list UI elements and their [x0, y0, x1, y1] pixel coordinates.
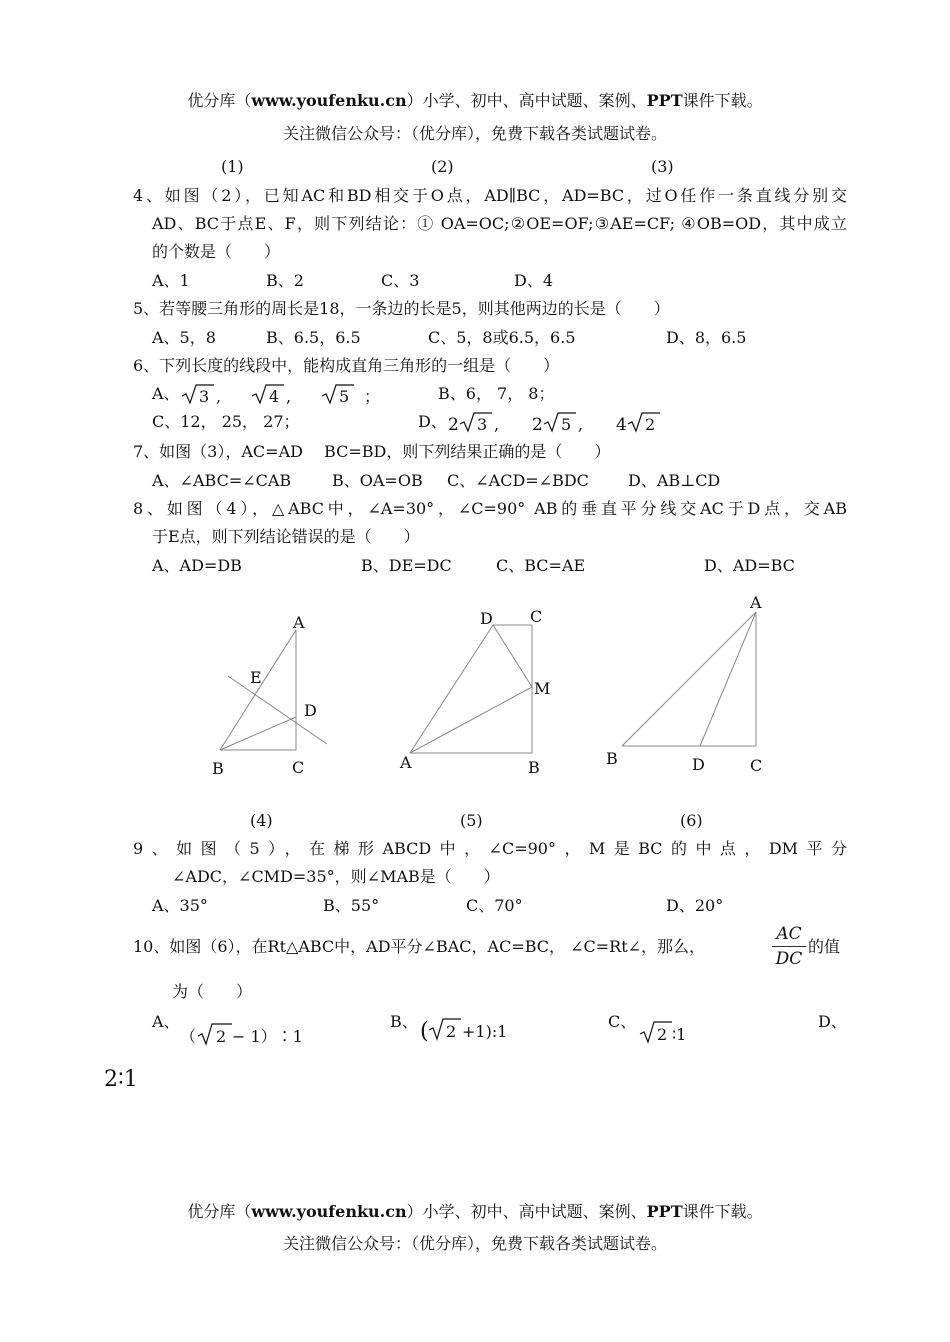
fraction-ac-over-dc: [772, 924, 806, 969]
footer-mid: ）小学、初中、高中试题、案例、: [406, 1202, 647, 1221]
q4-option-d: D、4: [514, 271, 554, 290]
q4-line-2: AD、BC于点E、F，则下列结论：① OA=OC;②OE=OF;③AE=CF; ④OB=OD，其中成立: [152, 214, 847, 233]
radicand: 3: [477, 415, 488, 434]
separator: ,: [286, 387, 292, 406]
q8-option-b: B、DE=DC: [361, 556, 452, 575]
coefficient: 2: [448, 415, 459, 435]
q9-option-a: A、35°: [152, 896, 208, 915]
footer-ppt: PPT: [646, 1202, 683, 1221]
header-suffix: 课件下载。: [682, 91, 763, 110]
q7-option-c: C、∠ACD=∠BDC: [447, 471, 589, 490]
figure-4-labels: [212, 613, 317, 778]
label-d: D: [692, 755, 705, 774]
label-c: C: [530, 607, 543, 626]
fig-caption-5: (5): [460, 811, 483, 830]
open-paren: （: [180, 1027, 197, 1046]
q8-option-d: D、AD=BC: [704, 556, 795, 575]
q4-line-1: 4、如图（2），已知AC和BD相交于O点，AD∥BC，AD=BC，过O任作一条直线分别交: [133, 186, 847, 205]
label-a: A: [400, 753, 412, 772]
open-paren: (: [420, 1019, 429, 1044]
q9-option-b: B、55°: [323, 896, 380, 915]
q7-option-a: A、∠ABC=∠CAB: [152, 471, 292, 490]
footer-site: www.youfenku.cn: [251, 1202, 407, 1221]
segment-dm: [493, 625, 532, 687]
q4-option-a: A、1: [152, 271, 190, 290]
fig-label-1: (1): [221, 157, 244, 176]
term-2sqrt3: [448, 413, 499, 435]
radicand: 2: [446, 1022, 457, 1041]
footer-prefix: 优分库（: [187, 1202, 252, 1221]
q5-option-a: A、5，8: [152, 328, 216, 347]
fig-caption-4: (4): [250, 811, 273, 830]
footer-line-1: [0, 1199, 950, 1222]
header-ppt: PPT: [646, 91, 683, 110]
header-site: www.youfenku.cn: [251, 91, 407, 110]
q9-line-1: 9、如图（5），在梯形ABCD中，∠C=90°，M是BC的中点，DM平分: [133, 839, 847, 858]
svg-text:,: ,: [578, 415, 584, 434]
radical-sqrt4: [252, 385, 284, 406]
q9-option-d: D、20°: [666, 896, 724, 915]
q8-line-2: 于E点，则下列结论错误的是（ ）: [152, 527, 420, 546]
q4-line-3: 的个数是（ ）: [152, 242, 281, 261]
segment-ad: [410, 625, 493, 753]
header-mid: ）小学、初中、高中试题、案例、: [406, 91, 647, 110]
q9-line-2: ∠ADC，∠CMD=35°，则∠MAB是（ ）: [172, 867, 500, 886]
q5-option-d: D、8，6.5: [666, 328, 747, 347]
segment-am: [410, 687, 532, 753]
footer-line-2: 关注微信公众号：（优分库），免费下载各类试题试卷。: [282, 1234, 667, 1253]
label-b: B: [606, 749, 618, 768]
figure-5-labels: [399, 607, 550, 777]
coefficient: 4: [616, 415, 627, 435]
label-e: E: [250, 668, 262, 687]
q7-option-b: B、OA=OB: [332, 471, 423, 490]
figure-4: [220, 630, 327, 750]
label-m: M: [534, 679, 551, 698]
fig-label-2: (2): [431, 157, 454, 176]
svg-text:,: ,: [494, 415, 500, 434]
figure-6: [622, 612, 756, 746]
fig-label-3: (3): [651, 157, 674, 176]
q10-option-c-label: C、: [608, 1012, 637, 1031]
radicand: 5: [339, 387, 350, 406]
q10-option-a-label: A、: [152, 1012, 180, 1031]
coefficient: 2: [532, 415, 543, 435]
q6-option-a-label: A、: [152, 384, 180, 403]
q10-option-c-math: [638, 1018, 728, 1048]
radicand: 5: [561, 415, 572, 434]
radicand: 2: [216, 1027, 227, 1046]
figure-5: [410, 625, 532, 753]
q6-option-b: B、6， 7， 8；: [438, 384, 555, 403]
q6-option-c: C、12， 25， 27；: [152, 412, 300, 431]
label-b: B: [212, 759, 224, 778]
figures-row: [0, 590, 950, 840]
segment-ab: [622, 612, 756, 746]
q9-option-c: C、70°: [466, 896, 523, 915]
radicand: 2: [657, 1025, 668, 1044]
separator: ,: [216, 387, 222, 406]
q8-line-1: 8、如图（4），△ABC中，∠A=30°，∠C=90° AB的垂直平分线交AC于D点，交AB: [133, 499, 847, 518]
q6-option-d-label: D、: [418, 412, 447, 431]
expr-rest: +1):1: [462, 1022, 508, 1041]
q10-line-1: 10、如图（6），在Rt△ABC中，AD平分∠BAC，AC=BC， ∠C=Rt∠，那么，: [133, 937, 706, 956]
label-a: A: [750, 593, 762, 612]
radicand: 3: [199, 387, 210, 406]
fraction-bar: [772, 946, 806, 947]
label-d: D: [304, 701, 317, 720]
q5-option-c: C、5，8或6.5，6.5: [428, 328, 576, 347]
label-c: C: [750, 756, 763, 775]
segment-ad: [700, 612, 756, 746]
label-d: D: [480, 609, 493, 628]
expr-rest: − 1）∶1: [232, 1027, 303, 1046]
q10-line-1-end: 的值: [808, 937, 841, 956]
q10-option-b-math: [418, 1014, 558, 1046]
q5-option-b: B、6.5，6.5: [266, 328, 361, 347]
q8-option-a: A、AD=DB: [152, 556, 242, 575]
q6-option-d-math: [446, 408, 676, 436]
label-b: B: [528, 758, 540, 777]
q4-option-c: C、3: [381, 271, 420, 290]
fraction-denominator: DC: [775, 949, 803, 969]
fig-caption-6: (6): [680, 811, 703, 830]
q5-text: 5、若等腰三角形的周长是18，一条边的长是5，则其他两边的长是（ ）: [133, 299, 670, 318]
term-4sqrt2: [616, 413, 660, 435]
q10-option-d-value: 2∶1: [104, 1067, 138, 1092]
radicand: 2: [645, 415, 656, 434]
q10-line-2: 为（ ）: [172, 982, 253, 1001]
header-prefix: 优分库（: [187, 91, 252, 110]
label-c: C: [292, 758, 305, 777]
header-line-1: [0, 88, 950, 111]
q6-text: 6、下列长度的线段中，能构成直角三角形的一组是（ ）: [133, 356, 560, 375]
q10-option-a-math: [180, 1020, 340, 1050]
fraction-numerator: AC: [776, 924, 802, 944]
q8-option-c: C、BC=AE: [496, 556, 586, 575]
radical-sqrt5: [322, 385, 354, 406]
expr-rest: ∶1: [672, 1025, 687, 1044]
semicolon: ；: [364, 387, 381, 406]
segment-bd: [220, 717, 296, 750]
radicand: 4: [269, 387, 280, 406]
footer-suffix: 课件下载。: [682, 1202, 763, 1221]
q7-text: 7、如图（3），AC=AD BC=BD，则下列结果正确的是（ ）: [133, 442, 611, 461]
q7-option-d: D、AB⊥CD: [628, 471, 721, 490]
header-line-2: 关注微信公众号：（优分库），免费下载各类试题试卷。: [282, 124, 667, 143]
radical-sqrt3: [182, 385, 214, 406]
q4-option-b: B、2: [266, 271, 304, 290]
segment-ab: [220, 630, 296, 750]
q10-option-b-label: B、: [390, 1012, 418, 1031]
q6-option-a-math: [180, 380, 440, 408]
label-a: A: [293, 613, 305, 632]
q10-option-d-label: D、: [818, 1012, 847, 1031]
term-2sqrt5: [532, 413, 583, 435]
